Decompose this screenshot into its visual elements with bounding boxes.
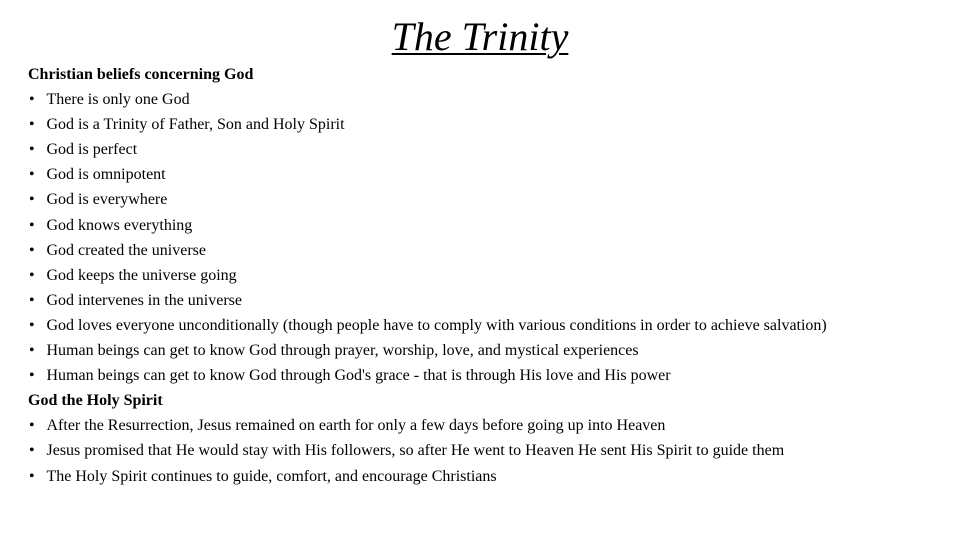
bullet-icon: • <box>29 216 35 234</box>
bullet-icon: • <box>29 442 35 460</box>
bullet-icon: • <box>29 91 35 109</box>
list-item-text: God knows everything <box>46 216 193 234</box>
bullet-icon: • <box>29 316 35 334</box>
list-item-text: Jesus promised that He would stay with His followers, so after He went to Heaven He sent His Spirit to guide them <box>46 442 785 460</box>
list-item <box>28 238 953 263</box>
slide-title: The Trinity <box>391 14 569 59</box>
list-item <box>28 363 953 388</box>
list-item <box>28 112 953 137</box>
list-item-text: Human beings can get to know God through God's grace - that is through His love and His power <box>46 367 671 385</box>
list-item-text: God is a Trinity of Father, Son and Holy Spirit <box>46 116 345 134</box>
list-item <box>28 187 953 212</box>
list-item <box>28 438 953 463</box>
list-item-text: There is only one God <box>46 91 190 109</box>
slide-body <box>28 62 953 489</box>
bullet-icon: • <box>29 342 35 360</box>
list-item <box>28 313 953 338</box>
section-heading: God the Holy Spirit <box>28 392 163 410</box>
list-item-text: God is perfect <box>46 141 138 159</box>
bullet-icon: • <box>29 116 35 134</box>
list-item-text: Human beings can get to know God through prayer, worship, love, and mystical experiences <box>46 342 639 360</box>
list-item <box>28 413 953 438</box>
bullet-icon: • <box>29 166 35 184</box>
bullet-list <box>28 413 953 488</box>
list-item-text: God is omnipotent <box>46 166 166 184</box>
list-item <box>28 464 953 489</box>
bullet-icon: • <box>29 241 35 259</box>
list-item-text: The Holy Spirit continues to guide, comfort, and encourage Christians <box>46 467 497 485</box>
bullet-icon: • <box>29 291 35 309</box>
bullet-icon: • <box>29 191 35 209</box>
bullet-icon: • <box>29 141 35 159</box>
list-item <box>28 162 953 187</box>
list-item-text: God intervenes in the universe <box>46 291 242 309</box>
list-item-text: God keeps the universe going <box>46 266 237 284</box>
bullet-icon: • <box>29 467 35 485</box>
list-item <box>28 263 953 288</box>
list-item-text: After the Resurrection, Jesus remained on earth for only a few days before going up into Heaven <box>46 417 666 435</box>
list-item-text: God loves everyone unconditionally (though people have to comply with various conditions in order to achieve salvation) <box>46 316 827 334</box>
bullet-icon: • <box>29 367 35 385</box>
list-item <box>28 288 953 313</box>
bullet-icon: • <box>29 417 35 435</box>
list-item <box>28 213 953 238</box>
list-item-text: God created the universe <box>46 241 206 259</box>
bullet-icon: • <box>29 266 35 284</box>
list-item <box>28 338 953 363</box>
list-item-text: God is everywhere <box>46 191 168 209</box>
bullet-list <box>28 87 953 388</box>
list-item <box>28 137 953 162</box>
section-heading: Christian beliefs concerning God <box>28 66 254 83</box>
list-item <box>28 87 953 112</box>
